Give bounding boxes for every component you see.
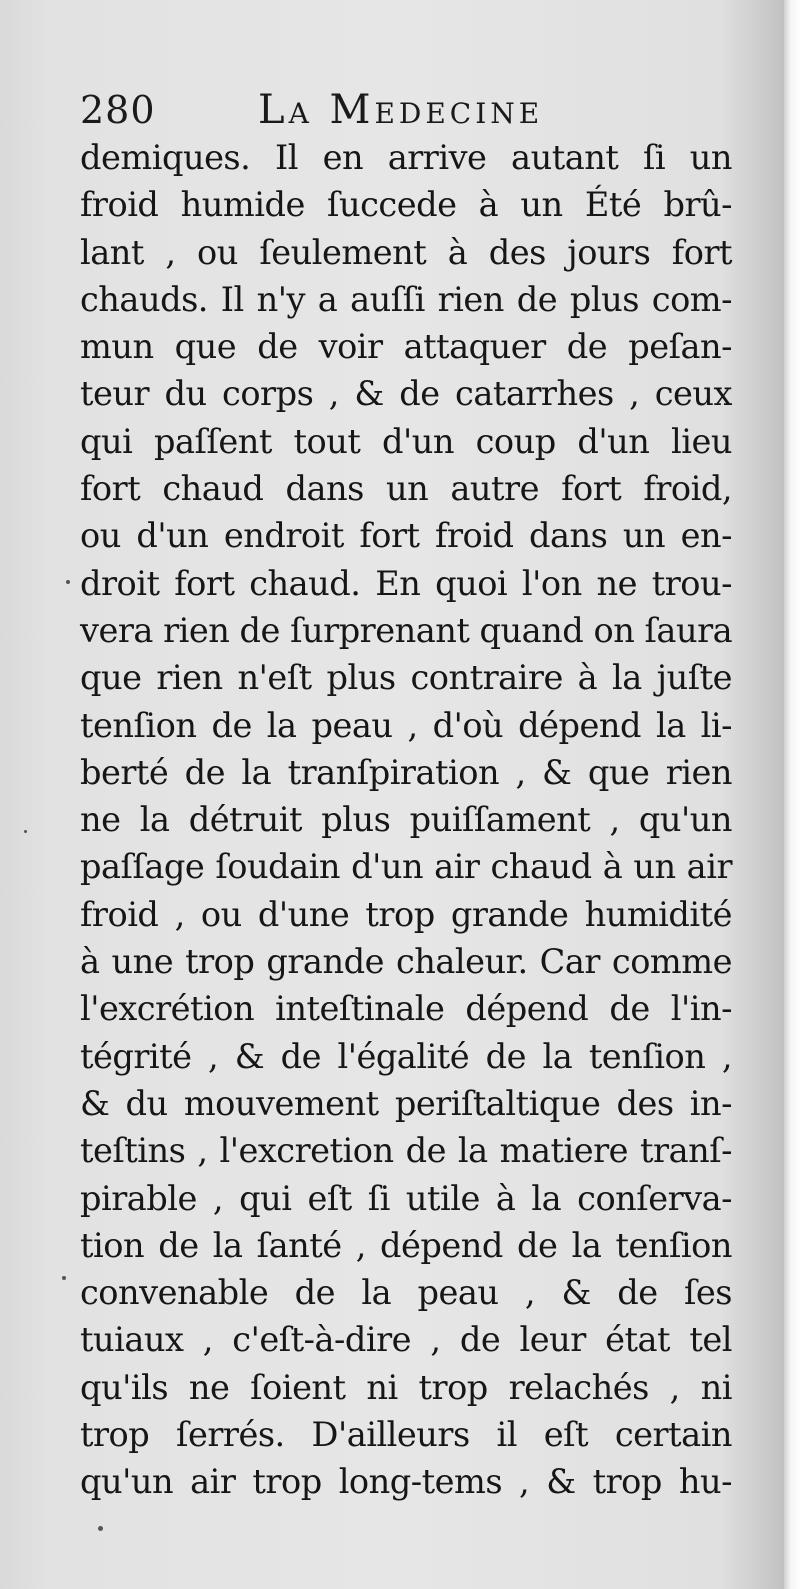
text-line: berté de la tranſpiration , & que rien — [80, 752, 732, 792]
text-line: droit fort chaud. En quoi l'on ne trou- — [80, 563, 732, 603]
text-line: qui paſſent tout d'un coup d'un lieu — [80, 421, 732, 461]
text-line: & du mouvement periſtaltique des in- — [80, 1083, 732, 1123]
text-line: paſſage ſoudain d'un air chaud à un air — [80, 847, 732, 887]
text-line: demiques. Il en arrive autant ſi un — [80, 138, 732, 177]
text-line: froid humide ſuccede à un Été brû- — [80, 185, 732, 225]
text-line: trop ſerrés. D'ailleurs il eſt certain — [80, 1415, 732, 1455]
print-speck — [62, 1276, 66, 1280]
text-line: convenable de la peau , & de ſes — [80, 1273, 732, 1313]
text-line: tuiaux , c'eſt-à-dire , de leur état tel — [80, 1320, 732, 1360]
text-line: pirable , qui eſt ſi utile à la conſerva- — [80, 1178, 732, 1218]
text-line: ou d'un endroit fort froid dans un en- — [80, 516, 732, 556]
text-line: teur du corps , & de catarrhes , ceux — [80, 374, 732, 414]
body-text — [80, 134, 732, 1506]
text-line: froid , ou d'une trop grande humidité — [80, 894, 732, 934]
print-speck — [24, 830, 27, 833]
text-line: qu'un air trop long-tems , & trop hu- — [80, 1462, 732, 1502]
text-line: chauds. Il n'y a auſſi rien de plus com- — [80, 279, 732, 319]
text-line: qu'ils ne ſoient ni trop relachés , ni — [80, 1367, 732, 1407]
text-line: tégrité , & de l'égalité de la tenſion , — [80, 1036, 732, 1076]
text-line: que rien n'eſt plus contraire à la juſte — [80, 658, 732, 698]
page-header — [80, 78, 740, 142]
print-speck — [98, 1526, 103, 1531]
page-number: 280 — [80, 88, 156, 132]
running-head: La Medecine — [258, 87, 544, 133]
text-line: mun que de voir attaquer de peſan- — [80, 327, 732, 367]
text-line: l'excrétion inteſtinale dépend de l'in- — [80, 989, 732, 1029]
text-line: lant , ou ſeulement à des jours fort — [80, 232, 732, 272]
text-line: fort chaud dans un autre fort froid, — [80, 469, 732, 509]
text-line: teſtins , l'excretion de la matiere tranſ- — [80, 1131, 732, 1171]
text-line: à une trop grande chaleur. Car comme — [80, 942, 732, 982]
text-line: vera rien de ſurprenant quand on ſaura — [80, 610, 733, 650]
text-line: ne la détruit plus puiſſament , qu'un — [80, 800, 732, 840]
text-line: tenſion de la peau , d'où dépend la li- — [80, 705, 732, 745]
text-line: tion de la ſanté , dépend de la tenſion — [80, 1225, 732, 1265]
print-speck — [66, 580, 70, 584]
page-edge-shadow — [784, 0, 800, 1589]
